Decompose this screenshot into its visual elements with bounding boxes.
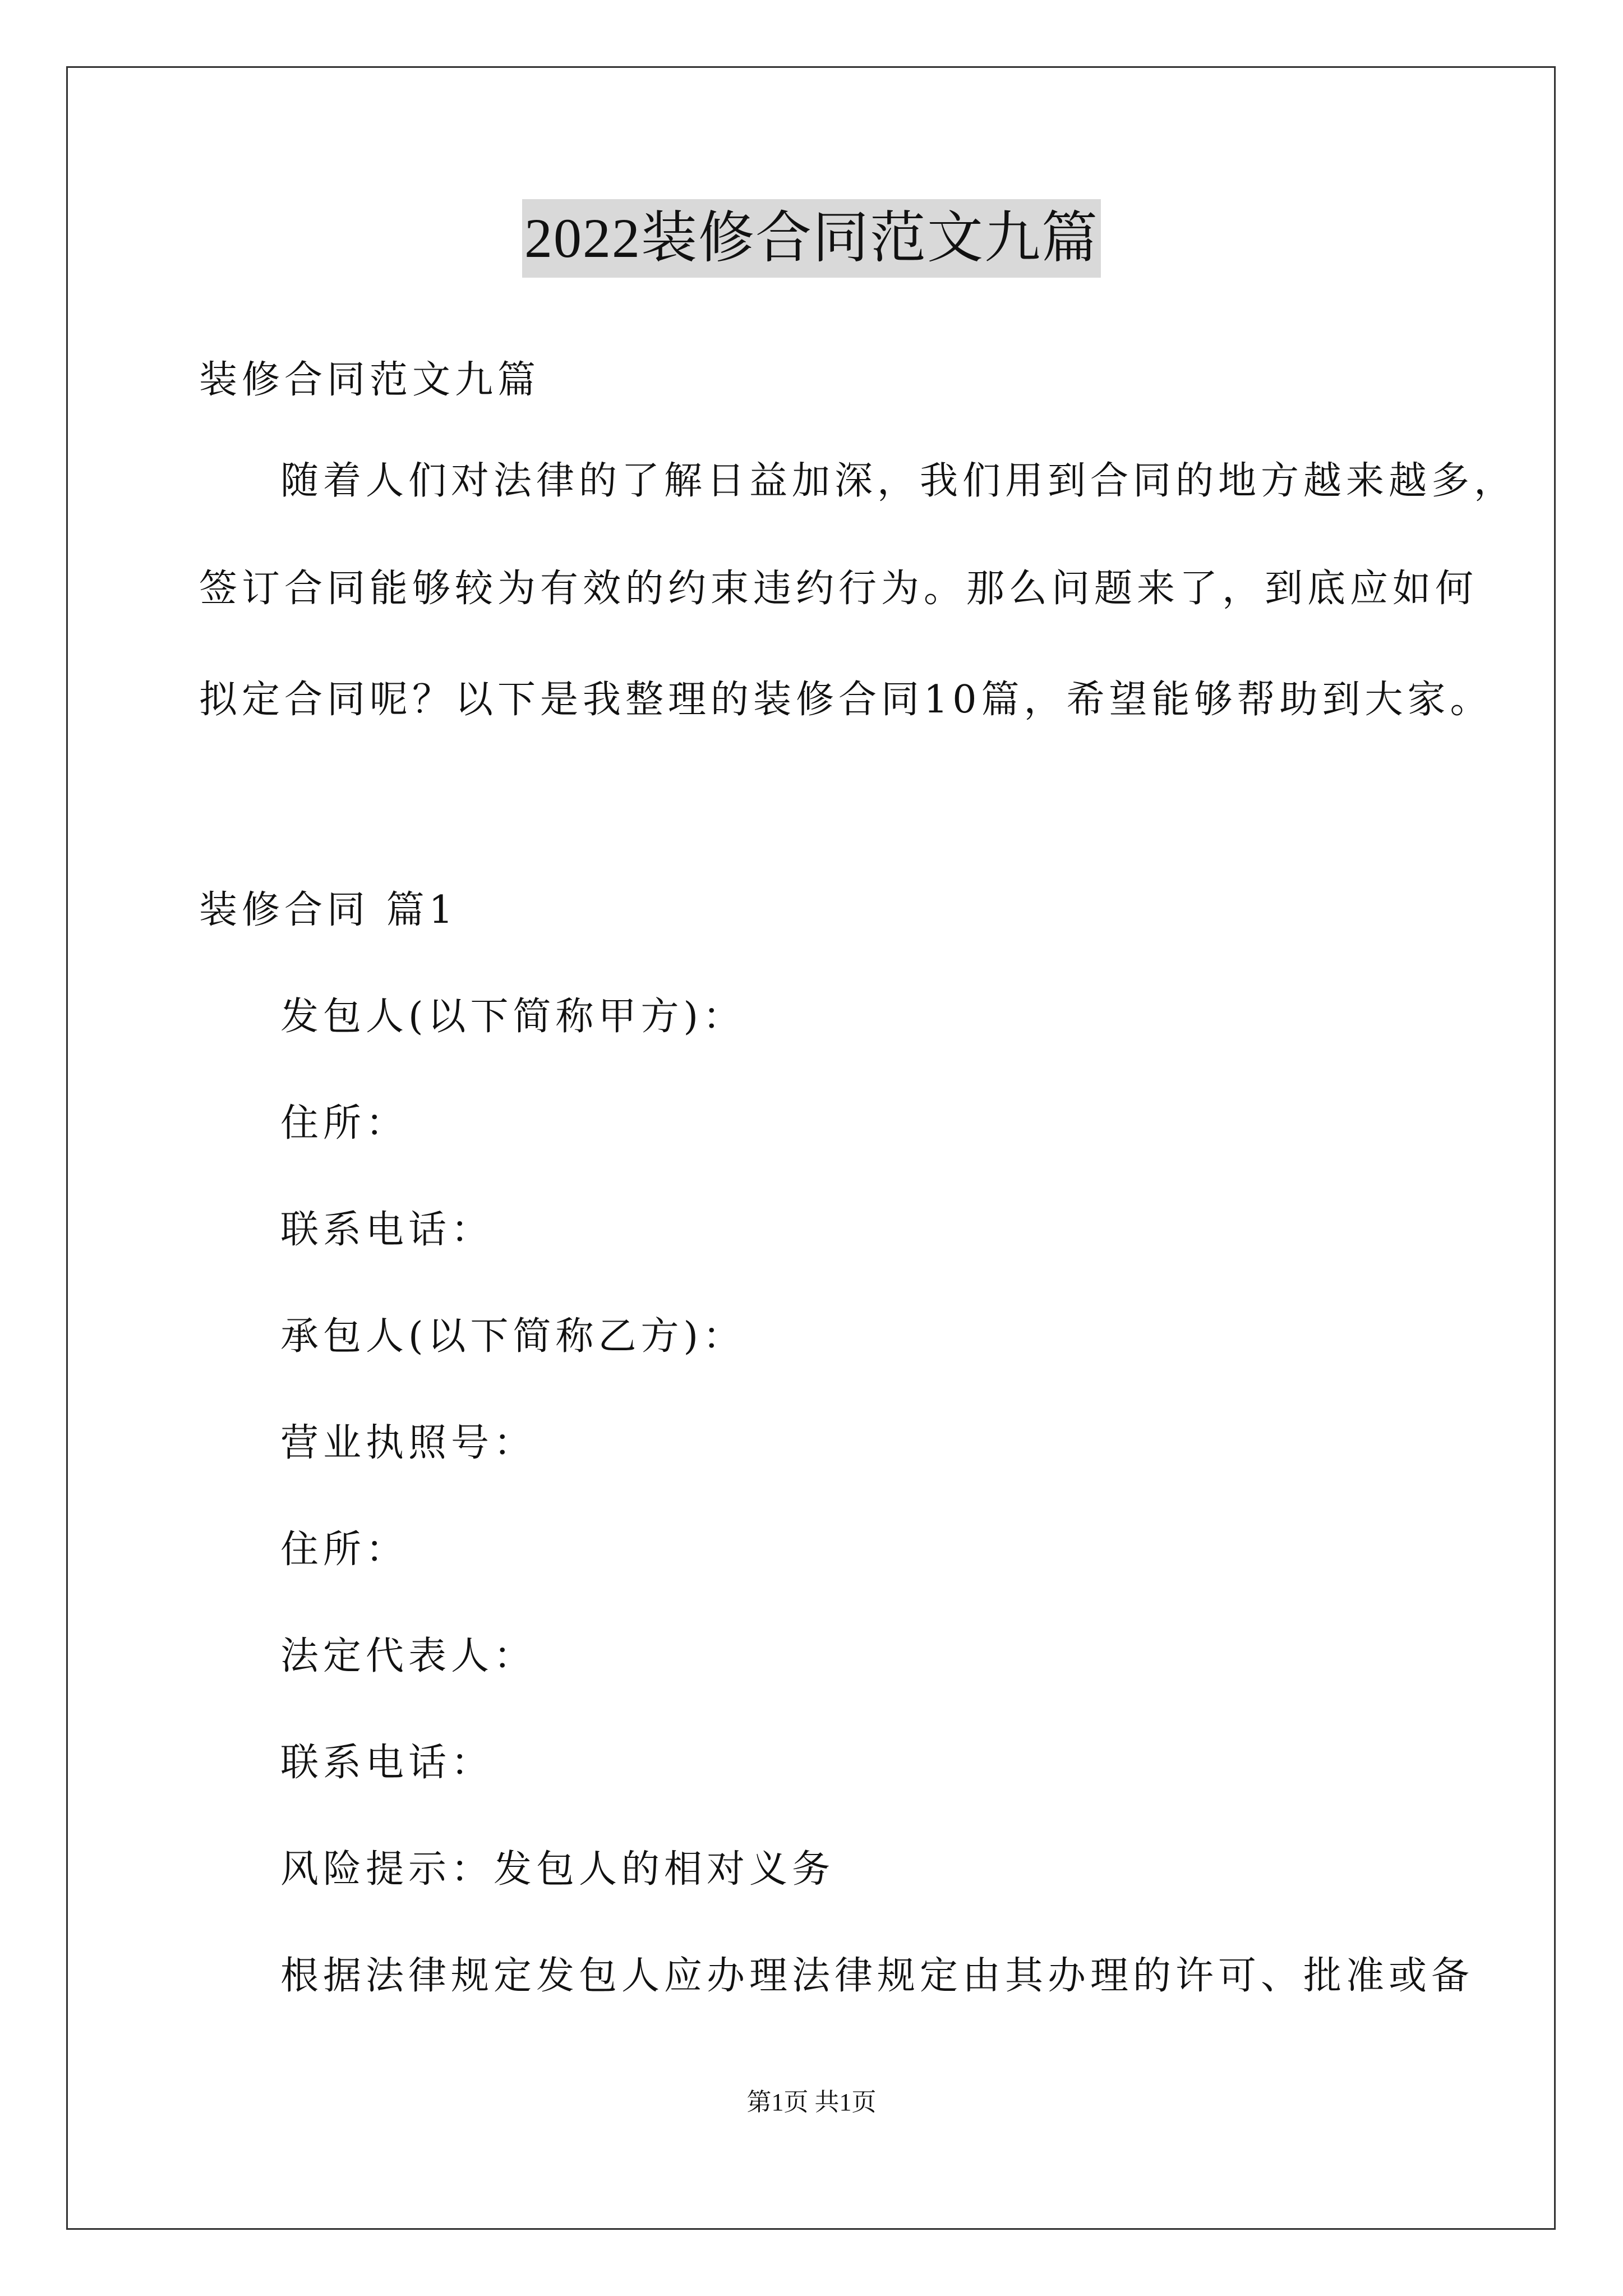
field-line: 法定代表人：	[280, 1634, 537, 1678]
field-line: 根据法律规定发包人应办理法律规定由其办理的许可、批准或备	[280, 1954, 1474, 1998]
field-line: 承包人(以下简称乙方)：	[280, 1314, 746, 1359]
section-heading: 装修合同 篇1	[199, 888, 458, 932]
title-container	[0, 199, 1623, 278]
field-line: 发包人(以下简称甲方)：	[280, 995, 746, 1039]
intro-line-3: 拟定合同呢？以下是我整理的装修合同10篇，希望能够帮助到大家。	[199, 678, 1493, 722]
field-line: 联系电话：	[280, 1208, 494, 1252]
field-line: 住所：	[280, 1101, 409, 1145]
field-line: 联系电话：	[280, 1741, 494, 1785]
document-title: 2022装修合同范文九篇	[522, 199, 1101, 278]
intro-line-1: 随着人们对法律的了解日益加深，我们用到合同的地方越来越多，	[280, 459, 1517, 503]
intro-line-2: 签订合同能够较为有效的约束违约行为。那么问题来了，到底应如何	[199, 567, 1478, 611]
field-line: 营业执照号：	[280, 1421, 537, 1465]
document-subtitle: 装修合同范文九篇	[199, 358, 541, 402]
field-line: 住所：	[280, 1527, 409, 1572]
field-line: 风险提示：发包人的相对义务	[280, 1847, 835, 1892]
page-footer: 第1页 共1页	[746, 2088, 877, 2116]
